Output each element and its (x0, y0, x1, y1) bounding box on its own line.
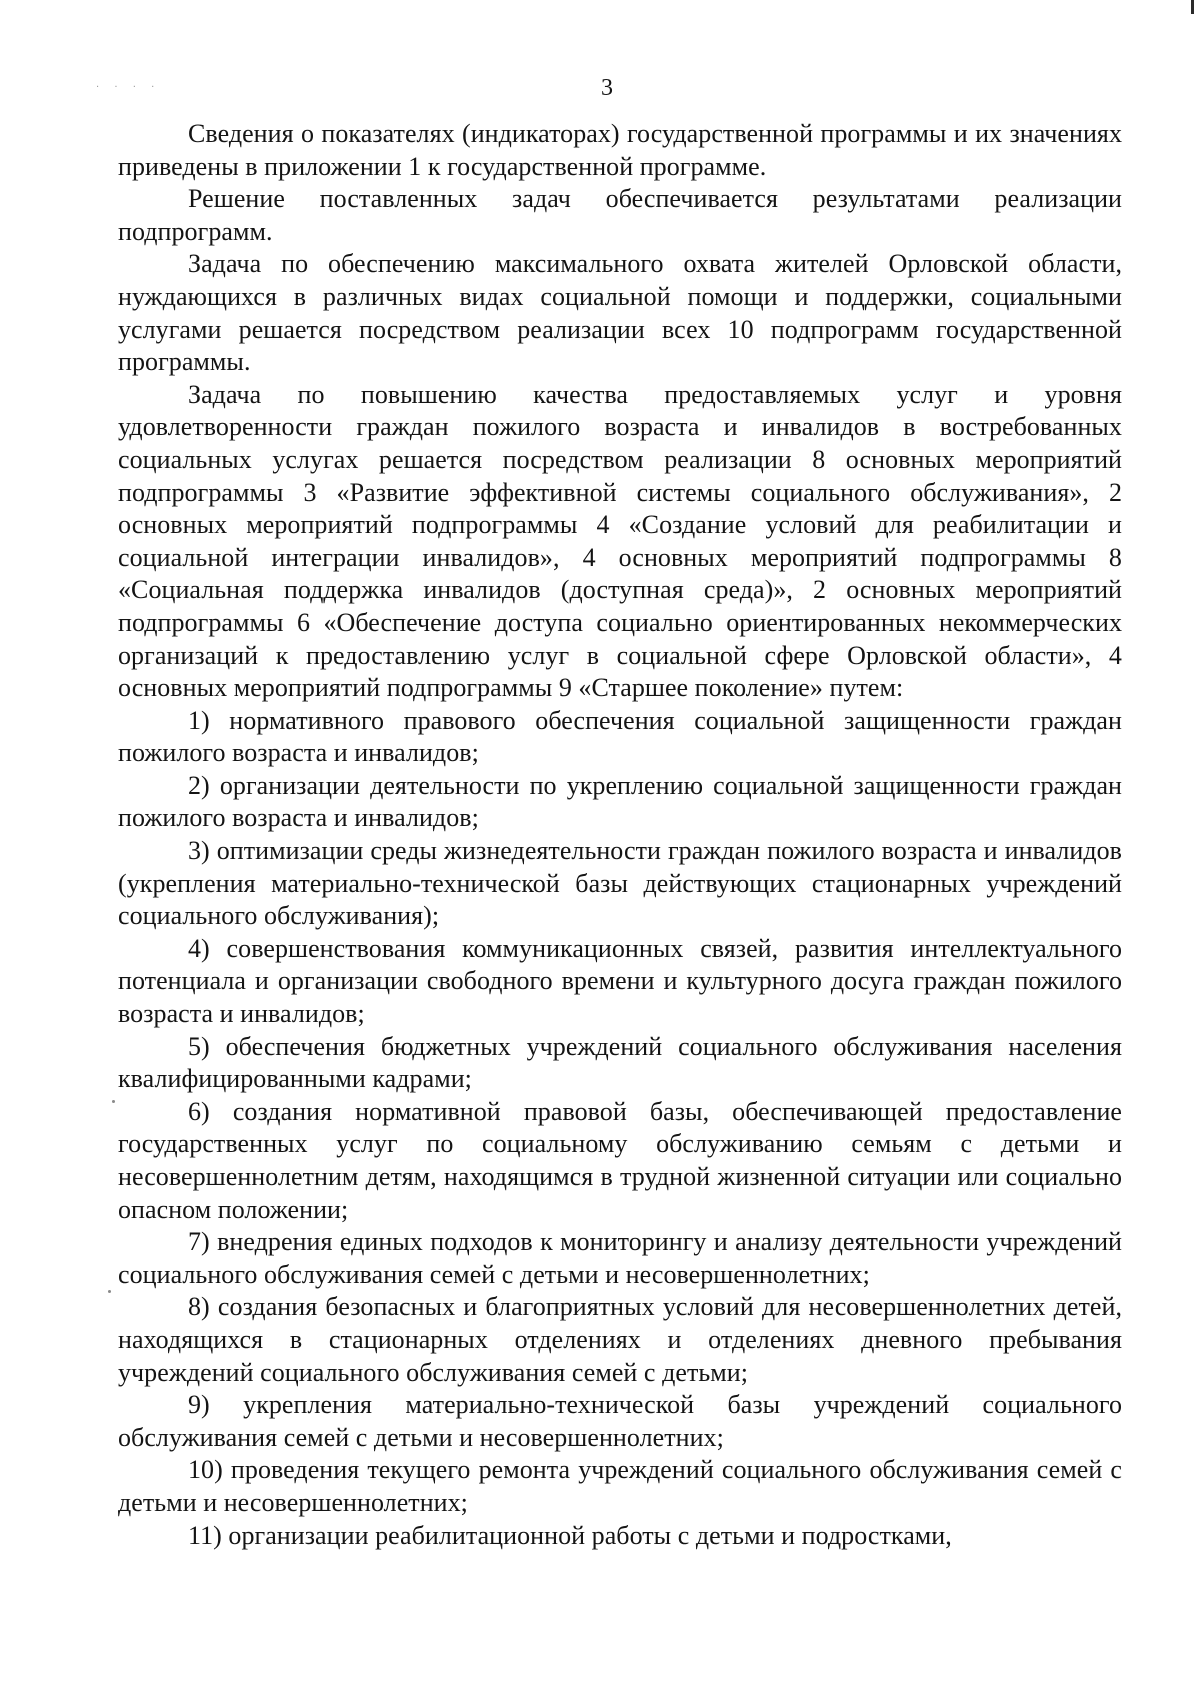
paragraph: Задача по повышению качества предоставляемых услуг и уровня удовлетворенности граждан пожилого возраста и инвалидов в востребованных социальных услугах решается посредством реализации 8 основных мероприятий подпрограммы 3 «Развитие эффективной системы социального обслуживания», 2 основных мероприятий подпрограммы 4 «Создание условий для реабилитации и социальной интеграции инвалидов», 4 основных мероприятий подпрограммы 8 «Социальная поддержка инвалидов (доступная среда)», 2 основных мероприятий подпрограммы 6 «Обеспечение доступа социально ориентированных некоммерческих организаций к предоставлению услуг в социальной сфере Орловской области», 4 основных мероприятий подпрограммы 9 «Старшее поколение» путем: (118, 379, 1122, 703)
scan-artifact-dots: · · · · (96, 82, 161, 93)
list-item: 3) оптимизации среды жизнедеятельности граждан пожилого возраста и инвалидов (укрепления материально-технической базы действующих стационарных учреждений социального обслуживания); (118, 836, 1122, 931)
list-item: 11) организации реабилитационной работы с детьми и подростками, (188, 1520, 952, 1550)
list-item: 4) совершенствования коммуникационных связей, развития интеллектуального потенциала и организации свободного времени и культурного досуга граждан пожилого возраста и инвалидов; (118, 933, 1122, 1029)
document-body (118, 118, 1122, 1552)
paragraph: Решение поставленных задач обеспечивается результатами реализации подпрограмм. (118, 184, 1122, 246)
page-number: 3 (601, 75, 613, 101)
list-item: 5) обеспечения бюджетных учреждений социального обслуживания населения квалифицированными кадрами; (118, 1031, 1122, 1094)
scan-artifact-speck (108, 1290, 111, 1293)
list-item: 10) проведения текущего ремонта учреждений социального обслуживания семей с детьми и несовершеннолетних; (118, 1455, 1122, 1517)
list-item: 8) создания безопасных и благоприятных условий для несовершеннолетних детей, находящихся в стационарных отделениях и отделениях дневного пребывания учреждений социального обслуживания семей с детьми; (118, 1292, 1122, 1387)
list-item: 6) создания нормативной правовой базы, обеспечивающей предоставление государственных услуг по социальному обслуживанию семьям с детьми и несовершеннолетним детям, находящимся в трудной жизненной ситуации или социально опасном положении; (118, 1096, 1122, 1224)
list-item: 1) нормативного правового обеспечения социальной защищенности граждан пожилого возраста и инвалидов; (118, 705, 1122, 768)
scan-artifact-mark (1191, 0, 1194, 14)
paragraph: Задача по обеспечению максимального охвата жителей Орловской области, нуждающихся в различных видах социальной помощи и поддержки, социальными услугами решается посредством реализации всех 10 подпрограмм государственной программы. (118, 249, 1122, 377)
list-item: 9) укрепления материально-технической базы учреждений социального обслуживания семей с детьми и несовершеннолетних; (118, 1390, 1122, 1452)
paragraph: Сведения о показателях (индикаторах) государственной программы и их значениях приведены в приложении 1 к государственной программе. (118, 119, 1122, 181)
scan-artifact-speck (112, 1100, 115, 1103)
list-item: 2) организации деятельности по укреплению социальной защищенности граждан пожилого возраста и инвалидов; (118, 770, 1122, 833)
list-item: 7) внедрения единых подходов к мониторингу и анализу деятельности учреждений социального обслуживания семей с детьми и несовершеннолетних; (118, 1227, 1122, 1289)
